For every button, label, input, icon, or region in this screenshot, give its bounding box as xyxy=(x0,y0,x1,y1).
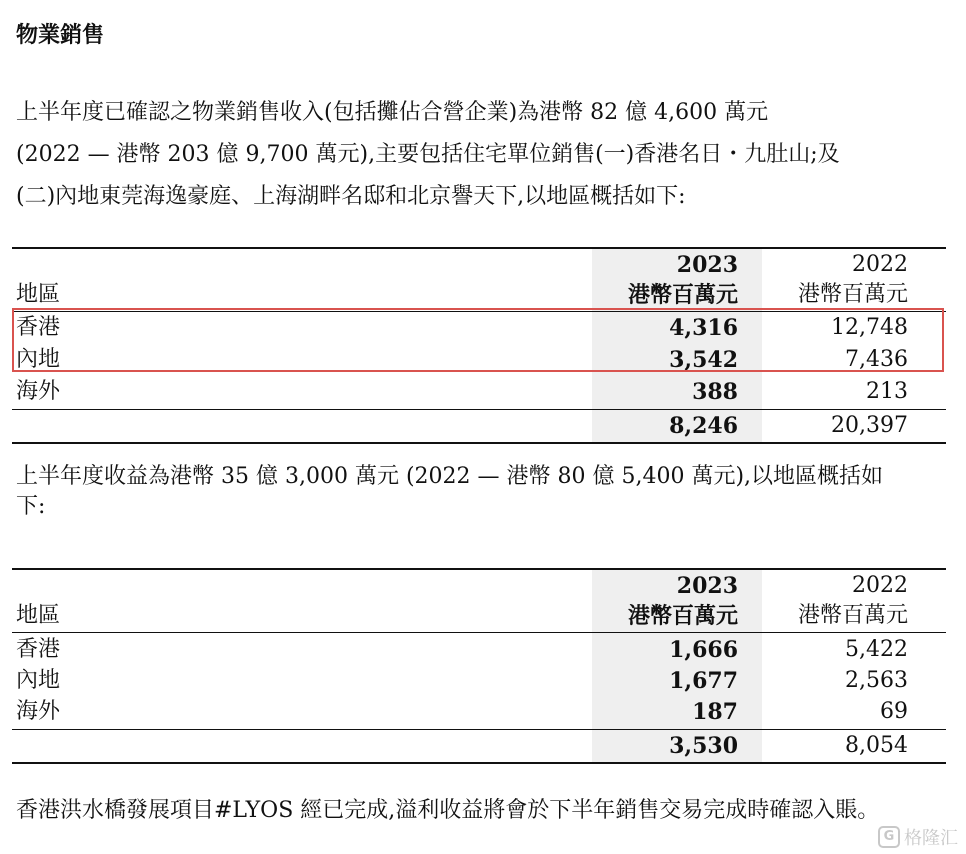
row-value-2023: 1,666 xyxy=(669,637,738,663)
row-value-2023: 4,316 xyxy=(669,315,738,341)
row-value-2023: 187 xyxy=(692,699,738,725)
row-region: 海外 xyxy=(16,379,61,404)
gelonghui-logo-icon: G xyxy=(878,826,900,848)
total-value-2022: 20,397 xyxy=(831,413,908,438)
highlight-box xyxy=(12,308,944,372)
header-unit-2023: 港幣百萬元 xyxy=(627,603,738,629)
header-rule xyxy=(12,632,946,633)
header-region: 地區 xyxy=(16,282,61,307)
table-bottom-rule xyxy=(12,762,946,764)
table-row xyxy=(12,665,946,696)
watermark-text: 格隆汇 xyxy=(904,828,958,849)
header-year-2023: 2023 xyxy=(676,252,738,278)
row-value-2022: 12,748 xyxy=(831,315,908,340)
header-year-2022: 2022 xyxy=(852,252,908,277)
row-region: 內地 xyxy=(16,347,61,372)
paragraph-line: 下: xyxy=(16,494,46,519)
header-region: 地區 xyxy=(16,603,61,628)
table-header xyxy=(12,251,946,311)
table-row xyxy=(12,634,946,665)
total-value-2023: 3,530 xyxy=(669,733,738,759)
table-top-rule xyxy=(12,568,946,570)
row-value-2023: 1,677 xyxy=(669,668,738,694)
total-value-2023: 8,246 xyxy=(669,413,738,439)
header-unit-2022: 港幣百萬元 xyxy=(797,282,908,307)
header-unit-2022: 港幣百萬元 xyxy=(797,603,908,628)
row-region: 內地 xyxy=(16,668,61,693)
table-top-rule xyxy=(12,247,946,249)
paragraph-line: 上半年度收益為港幣 35 億 3,000 萬元 (2022 — 港幣 80 億 5,400 萬元),以地區概括如 xyxy=(16,464,884,489)
row-value-2022: 2,563 xyxy=(845,668,908,693)
table-total-row xyxy=(12,410,946,442)
header-year-2023: 2023 xyxy=(676,573,738,599)
total-value-2022: 8,054 xyxy=(845,733,908,758)
row-value-2022: 7,436 xyxy=(845,347,908,372)
row-value-2023: 3,542 xyxy=(669,347,738,373)
closing-paragraph: 香港洪水橋發展項目#LYOS 經已完成,溢利收益將會於下半年銷售交易完成時確認入賬。 xyxy=(16,798,880,823)
header-year-2022: 2022 xyxy=(852,573,908,598)
watermark xyxy=(878,824,958,850)
row-region: 香港 xyxy=(16,315,61,340)
row-region: 香港 xyxy=(16,637,61,662)
table-header xyxy=(12,572,946,632)
paragraph-line: (二)內地東莞海逸豪庭、上海湖畔名邸和北京譽天下,以地區概括如下: xyxy=(16,184,686,209)
revenue-paragraph xyxy=(16,462,956,522)
table-row xyxy=(12,696,946,727)
paragraph-line: 上半年度已確認之物業銷售收入(包括攤佔合營企業)為港幣 82 億 4,600 萬元 xyxy=(16,100,769,125)
table-bottom-rule xyxy=(12,442,946,444)
paragraph-line: (2022 — 港幣 203 億 9,700 萬元),主要包括住宅單位銷售(一)香港名日・九肚山;及 xyxy=(16,142,840,167)
row-value-2022: 213 xyxy=(866,379,908,404)
row-value-2022: 69 xyxy=(880,699,908,724)
row-value-2023: 388 xyxy=(692,379,738,405)
header-unit-2023: 港幣百萬元 xyxy=(627,282,738,308)
revenue-table xyxy=(12,568,946,764)
table-total-row xyxy=(12,730,946,762)
row-region: 海外 xyxy=(16,699,61,724)
intro-paragraph xyxy=(16,92,956,218)
table-row xyxy=(12,376,946,408)
section-heading: 物業銷售 xyxy=(16,23,105,48)
row-value-2022: 5,422 xyxy=(845,637,908,662)
